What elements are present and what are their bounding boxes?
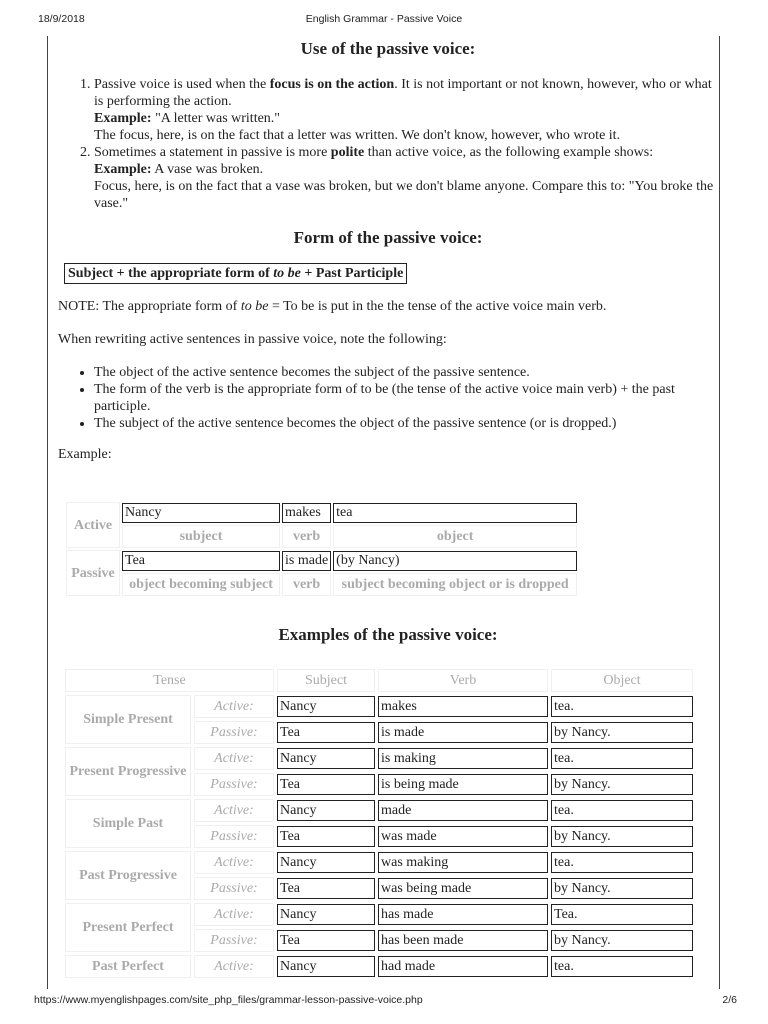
active-subject-cell: Nancy <box>277 956 375 977</box>
formula-box <box>64 263 407 284</box>
active-object-cell: tea. <box>551 956 693 977</box>
passive-subject-cell: Tea <box>277 930 375 951</box>
active-object: tea <box>333 503 577 523</box>
voice-label: Active: <box>194 799 274 822</box>
example-table <box>64 500 579 598</box>
use-heading: Use of the passive voice: <box>300 39 476 58</box>
tense-label: Present Progressive <box>65 747 191 796</box>
tense-table <box>62 666 696 981</box>
passive-verb-cell: is being made <box>378 774 548 795</box>
print-header <box>0 13 768 27</box>
active-subject: Nancy <box>122 503 280 523</box>
voice-label: Passive: <box>194 721 274 744</box>
rewrite-intro: When rewriting active sentences in passive voice, note the following: <box>58 332 447 347</box>
form-note <box>58 298 718 315</box>
active-subject-cell: Nancy <box>277 904 375 925</box>
example-label: Example: <box>94 111 152 126</box>
voice-label: Active: <box>194 903 274 926</box>
passive-verb-cell: is made <box>378 722 548 743</box>
active-verb: makes <box>282 503 331 523</box>
table-row <box>65 695 693 718</box>
page-content <box>58 36 718 974</box>
passive-object: (by Nancy) <box>333 551 577 571</box>
active-object-cell: Tea. <box>551 904 693 925</box>
tense-label: Simple Past <box>65 799 191 848</box>
use-item-bold: focus is on the action <box>269 77 395 92</box>
passive-verb-cell: was being made <box>378 878 548 899</box>
formula-italic: to be <box>273 266 301 281</box>
bullet-item: • The form of the verb is the appropriate form of to be (the tense of the active voice main verb) + the past participle. <box>94 381 718 415</box>
print-footer <box>0 994 768 1008</box>
passive-verb-cell: has been made <box>378 930 548 951</box>
page-number: 2/6 <box>722 994 737 1006</box>
table-row <box>65 851 693 874</box>
note-part: NOTE: The appropriate form of <box>58 299 241 314</box>
formula-part: + Past Participle <box>300 266 404 281</box>
active-subject-cell: Nancy <box>277 852 375 873</box>
active-subject-cell: Nancy <box>277 800 375 821</box>
table-row <box>65 799 693 822</box>
voice-label: Active: <box>194 851 274 874</box>
role-label: subject becoming object or is dropped <box>333 573 577 596</box>
rewrite-bullets <box>58 364 718 432</box>
active-verb-cell: is making <box>378 748 548 769</box>
role-label: verb <box>282 525 331 548</box>
right-border <box>719 36 720 989</box>
table-row <box>65 955 693 978</box>
use-list <box>58 76 718 212</box>
voice-label: Active: <box>194 747 274 770</box>
voice-label: Passive: <box>194 877 274 900</box>
note-part: = To be is put in the the tense of the active voice main verb. <box>268 299 607 314</box>
print-url: https://www.myenglishpages.com/site_php_files/grammar-lesson-passive-voice.php <box>34 994 423 1006</box>
role-label: verb <box>282 573 331 596</box>
voice-label: Passive: <box>194 773 274 796</box>
form-heading: Form of the passive voice: <box>293 228 483 247</box>
left-border <box>47 36 48 989</box>
use-item <box>94 76 718 144</box>
passive-subject-cell: Tea <box>277 774 375 795</box>
formula-part: Subject + the appropriate form of <box>68 266 274 281</box>
active-object-cell: tea. <box>551 852 693 873</box>
use-item <box>94 144 718 212</box>
passive-subject-cell: Tea <box>277 826 375 847</box>
example-label: Example: <box>94 162 152 177</box>
active-subject-cell: Nancy <box>277 748 375 769</box>
active-label: Active <box>66 502 120 548</box>
use-item-bold: polite <box>330 145 365 160</box>
voice-label: Active: <box>194 695 274 718</box>
tense-label: Present Perfect <box>65 903 191 952</box>
passive-subject-cell: Tea <box>277 878 375 899</box>
active-subject-cell: Nancy <box>277 696 375 717</box>
use-item-rest: . It is not important or not known, however, who or what is performing the action. <box>94 77 712 109</box>
active-verb-cell: had made <box>378 956 548 977</box>
passive-verb-cell: was made <box>378 826 548 847</box>
active-object-cell: tea. <box>551 800 693 821</box>
passive-object-cell: by Nancy. <box>551 930 693 951</box>
active-object-cell: tea. <box>551 696 693 717</box>
active-verb-cell: made <box>378 800 548 821</box>
print-title: English Grammar - Passive Voice <box>305 13 463 25</box>
role-label: object <box>333 525 577 548</box>
use-item-intro: Passive voice is used when the <box>94 77 270 92</box>
passive-object-cell: by Nancy. <box>551 878 693 899</box>
note-italic: to be <box>240 299 269 314</box>
role-label: object becoming subject <box>122 573 280 596</box>
example-intro: Example: <box>58 447 112 462</box>
table-row <box>65 903 693 926</box>
passive-subject-cell: Tea <box>277 722 375 743</box>
passive-object-cell: by Nancy. <box>551 826 693 847</box>
active-verb-cell: was making <box>378 852 548 873</box>
col-tense: Tense <box>65 669 274 692</box>
active-object-cell: tea. <box>551 748 693 769</box>
use-item-note: The focus, here, is on the fact that a letter was written. We don't know, however, who wrote it. <box>94 128 621 143</box>
col-verb: Verb <box>378 669 548 692</box>
tense-rows <box>65 695 693 978</box>
use-item-rest: than active voice, as the following example shows: <box>364 145 654 160</box>
tense-label: Past Perfect <box>65 955 191 978</box>
col-object: Object <box>551 669 693 692</box>
col-subject: Subject <box>277 669 375 692</box>
use-item-note: Focus, here, is on the fact that a vase was broken, but we don't blame anyone. Compare this to: "You broke the vase." <box>94 179 714 211</box>
passive-verb: is made <box>282 551 331 571</box>
passive-object-cell: by Nancy. <box>551 722 693 743</box>
role-label: subject <box>122 525 280 548</box>
example-text: A vase was broken. <box>151 162 264 177</box>
voice-label: Active: <box>194 955 274 978</box>
bullet-item: • The object of the active sentence becomes the subject of the passive sentence. <box>94 364 718 381</box>
passive-subject: Tea <box>122 551 280 571</box>
tense-label: Simple Present <box>65 695 191 744</box>
voice-label: Passive: <box>194 929 274 952</box>
use-item-intro: Sometimes a statement in passive is more <box>94 145 331 160</box>
passive-label: Passive <box>66 550 120 596</box>
active-verb-cell: has made <box>378 904 548 925</box>
active-verb-cell: makes <box>378 696 548 717</box>
table-row <box>65 747 693 770</box>
print-date: 18/9/2018 <box>38 13 85 25</box>
examples-heading: Examples of the passive voice: <box>278 625 498 644</box>
voice-label: Passive: <box>194 825 274 848</box>
bullet-item: • The subject of the active sentence becomes the object of the passive sentence (or is dropped.) <box>94 415 718 432</box>
tense-label: Past Progressive <box>65 851 191 900</box>
example-text: "A letter was written." <box>151 111 281 126</box>
passive-object-cell: by Nancy. <box>551 774 693 795</box>
